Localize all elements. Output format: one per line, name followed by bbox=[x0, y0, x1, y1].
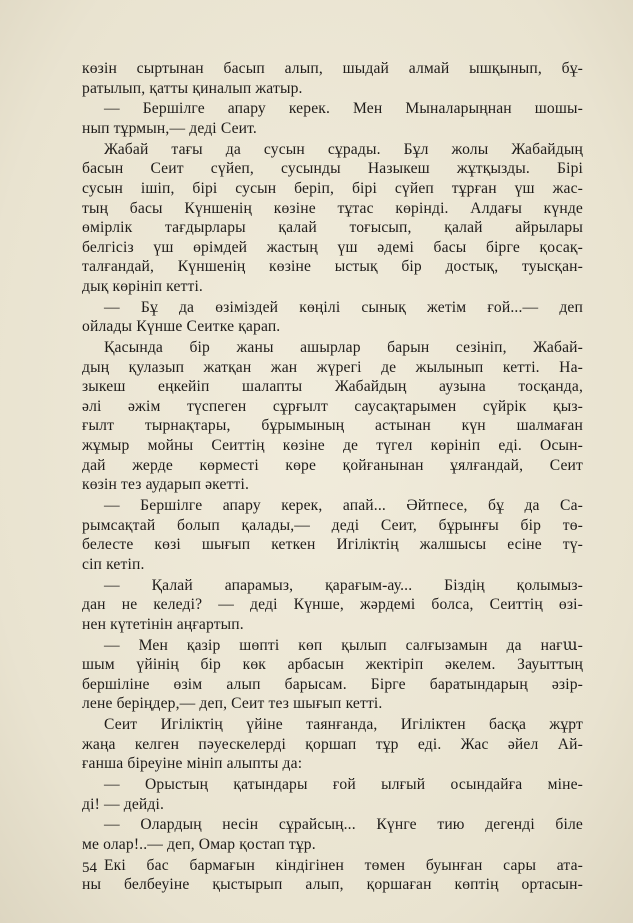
text-line: — Олардың несін сұрайсың... Күнге тию дегенді біле bbox=[104, 816, 583, 834]
text-line: дың қулазып жатқан жан жүрегі де жылынып кетті. На- bbox=[82, 358, 583, 376]
page-body-text bbox=[82, 59, 583, 896]
text-line: нып тұрмын,— деді Сеит. bbox=[82, 119, 257, 137]
text-line: Қасында бір жаны ашырлар барын сезініп, Жабай- bbox=[104, 339, 583, 357]
text-line: Жабай тағы да сусын сұрады. Бұл жолы Жабайдың bbox=[104, 140, 583, 158]
text-line: белесте көзі шығып кеткен Игіліктің жалшысы есіне тү- bbox=[82, 536, 583, 554]
paragraph bbox=[82, 59, 583, 98]
text-line: басын Сеит сүйеп, сусынды Назыкеш жұтқызды. Бірі bbox=[82, 160, 583, 178]
text-line: Екі бас бармағын кіндігінен төмен буынған сары ата- bbox=[104, 856, 583, 874]
text-line: — Орыстың қатындары ғой ылғый осындайға міне- bbox=[104, 776, 583, 794]
text-line: Сеит Игіліктің үйіне таянғанда, Игіліктен басқа жұрт bbox=[104, 716, 583, 734]
text-line: бершіліне өзім алып барысам. Бірге баратындарың әзір- bbox=[82, 675, 583, 693]
text-line: — Мен қазір шөпті көп қылып салғызамын да нағա- bbox=[104, 636, 583, 654]
paragraph bbox=[82, 715, 583, 774]
text-line: дай жерде көрместі көре қойғанынан ұялғандай, Сеит bbox=[82, 456, 583, 474]
text-line: рымсақтай болып қалады,— деді Сеит, бұрынғы бір тө- bbox=[82, 516, 583, 534]
text-line: шым үйінің бір көк арбасын жектіріп әкелем. Зауыттың bbox=[82, 656, 583, 674]
text-line: нен күтетінін аңғартып. bbox=[82, 615, 244, 633]
text-line: — Бершілге апару керек. Мен Мыналарыңнан шошы- bbox=[104, 100, 583, 118]
text-line: жаңа келген пәуескелерді қоршап тұр еді. Жас әйел Ай- bbox=[82, 735, 583, 753]
text-line: сіп кетіп. bbox=[82, 555, 145, 573]
text-line: ғанша біреуіне мініп алыпты да: bbox=[82, 755, 303, 773]
text-line: әлі әжім түспеген сұрғылт саусақтарымен сүйрік қыз- bbox=[82, 397, 583, 415]
paragraph bbox=[82, 576, 583, 635]
text-line: белгісіз үш өрімдей жастың үш әдемі басы бірге қосақ- bbox=[82, 238, 583, 256]
paragraph bbox=[82, 775, 583, 814]
text-line: ны белбеуіне қыстырып алып, қоршаған көптің ортасын- bbox=[82, 876, 583, 894]
text-line: тың басы Күншенің көзіне тұтас көрінді. Алдағы күнде bbox=[82, 199, 583, 217]
paragraph bbox=[82, 298, 583, 337]
text-line: лене беріңдер,— деп, Сеит тез шығып кетті. bbox=[82, 695, 383, 713]
text-line: ойлады Күнше Сеитке қарап. bbox=[82, 318, 281, 336]
text-line: өмірлік тағдырлары қалай тоғысып, қалай айрылары bbox=[82, 219, 583, 237]
paragraph bbox=[82, 636, 583, 714]
paragraph bbox=[82, 338, 583, 495]
text-line: жұмыр мойны Сеиттің көзіне де түгел көрініп еді. Осын- bbox=[82, 437, 583, 455]
text-line: дан не келеді? — деді Күнше, жәрдемі болса, Сеиттің өзі- bbox=[82, 596, 583, 614]
text-line: — Қалай апарамыз, қарағым-ау... Біздің қолымыз- bbox=[104, 576, 583, 594]
text-line: көзін тез аударып әкетті. bbox=[82, 476, 250, 494]
text-line: зыкеш еңкейіп шалапты Жабайдың аузына тосқанда, bbox=[82, 378, 583, 396]
text-line: ме олар!..— деп, Омар қостап тұр. bbox=[82, 836, 316, 854]
page-number: 54 bbox=[82, 860, 97, 876]
text-line: — Бұ да өзіміздей көңілі сынық жетім ғой...— деп bbox=[104, 298, 583, 316]
paragraph bbox=[82, 815, 583, 854]
text-line: ғылт тырнақтары, бұрымының астынан күн шалмаған bbox=[82, 417, 583, 435]
paragraph bbox=[82, 99, 583, 138]
text-line: ратылып, қатты қиналып жатыр. bbox=[82, 79, 303, 97]
text-line: — Бершілге апару керек, апай... Әйтпесе, бұ да Са- bbox=[104, 497, 583, 514]
paragraph bbox=[82, 496, 583, 574]
text-line: сусын ішіп, бірі сусын беріп, бірі сүйеп тұрған үш жас- bbox=[82, 179, 583, 197]
text-line: көзін сыртынан басып алып, шыдай алмай ышқынып, бұ- bbox=[82, 60, 583, 77]
text-line: ді! — дейді. bbox=[82, 795, 165, 813]
text-line: дық көрініп кетті. bbox=[82, 277, 203, 295]
paragraph bbox=[82, 856, 583, 895]
paragraph bbox=[82, 140, 583, 297]
text-line: талғандай, Күншенің көзіне ыстық бір достық, туысқан- bbox=[82, 258, 583, 276]
